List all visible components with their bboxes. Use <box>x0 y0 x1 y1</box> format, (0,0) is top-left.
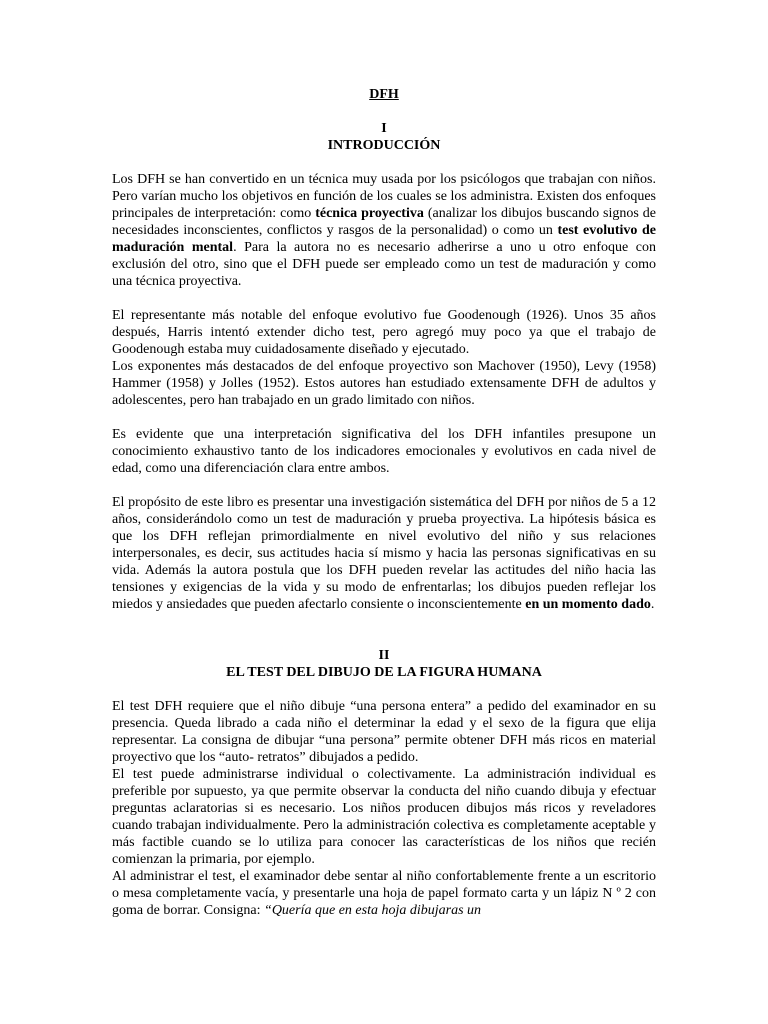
section-2-paragraph-2: El test puede administrarse individual o colectivamente. La administración individual es preferible por supuesto, ya que permite observar la conducta del niño cuando dibuja y efectuar preguntas aclaratorias si es necesario. Los niños producen dibujos más ricos y reveladores cuando trabajan individualmente. Pero la administración colectiva es completamente aceptable y más factible cuando se lo utiliza para conocer las características de los niños que recién comienzan la primaria, por ejemplo. <box>112 767 656 867</box>
section-2-number: II <box>378 648 390 663</box>
section-1-paragraph-3: Los exponentes más destacados de del enfoque proyectivo son Machover (1950), Levy (1958) Hammer (1958) y Jolles (1952). Estos autores han estudiado extensamente DFH de adultos y adolescentes, pero han trabajado en un grado limitado con niños. <box>112 359 656 408</box>
section-1-title: INTRODUCCIÓN <box>327 138 441 153</box>
text-run: Al administrar el test, el examinador debe sentar al niño confortablemente frente a un escritorio o mesa completamente vacía, y presentarle una hoja de papel formato carta y un lápiz N º 2 con goma de borrar. Consigna: <box>112 869 656 918</box>
section-2-paragraph-3 <box>112 868 656 919</box>
text-run: . <box>650 597 655 612</box>
section-1-paragraph-2: El representante más notable del enfoque evolutivo fue Goodenough (1926). Unos 35 años después, Harris intentó extender dicho test, pero agregó muy poco ya que el trabajo de Goodenough estaba muy cuidadosamente diseñado y ejecutado. <box>112 308 656 357</box>
bold-phrase: en un momento dado <box>525 597 651 612</box>
document-title: DFH <box>369 87 399 102</box>
section-1-paragraph-1 <box>112 171 656 290</box>
section-1-number: I <box>381 121 387 136</box>
italic-instruction: “Quería que en esta hoja dibujaras un <box>264 903 482 918</box>
section-1-paragraph-4: Es evidente que una interpretación significativa del los DFH infantiles presupone un conocimiento exhaustivo tanto de los indicadores emocionales y evolutivos en cada nivel de edad, como una diferenciación clara entre ambos. <box>112 427 656 476</box>
section-1-paragraph-5 <box>112 494 656 613</box>
bold-term-maturation: test evolutivo de maduración mental <box>112 223 656 255</box>
text-run: Los DFH se han convertido en un técnica muy usada por los psicólogos que trabajan con niños. Pero varían mucho los objetivos en función de los cuales se los administra. Existen dos enfoques principales de interpretación: como <box>112 172 656 221</box>
section-2-paragraph-1: El test DFH requiere que el niño dibuje “una persona entera” a pedido del examinador en su presencia. Queda librado a cada niño el determinar la edad y el sexo de la figura que elija representar. La consigna de dibujar “una persona” permite obtener DFH más ricos en material proyectivo que los “auto- retratos” dibujados a pedido. <box>112 699 656 765</box>
text-run: El propósito de este libro es presentar una investigación sistemática del DFH por niños de 5 a 12 años, considerándolo como un test de maduración y prueba proyectiva. La hipótesis básica es que los DFH reflejan primordialmente en nivel evolutivo del niño y sus relaciones interpersonales, es decir, sus actitudes hacia sí mismo y hacia las personas significativas en su vida. Además la autora postula que los DFH pueden revelar las actitudes del niño hacia las tensiones y exigencias de la vida y su modo de enfrentarlas; los dibujos pueden reflejar los miedos y ansiedades que pueden afectarlo consiente o inconscientemente <box>112 495 656 612</box>
text-run: . Para la autora no es necesario adherirse a uno u otro enfoque con exclusión del otro, sino que el DFH puede ser empleado como un test de maduración y como una técnica proyectiva. <box>112 240 656 289</box>
section-2-title: EL TEST DEL DIBUJO DE LA FIGURA HUMANA <box>226 665 542 680</box>
text-run: (analizar los dibujos buscando signos de necesidades inconscientes, conflictos y rasgos de la personalidad) o como un <box>112 206 656 238</box>
bold-term-projective: técnica proyectiva <box>315 206 424 221</box>
